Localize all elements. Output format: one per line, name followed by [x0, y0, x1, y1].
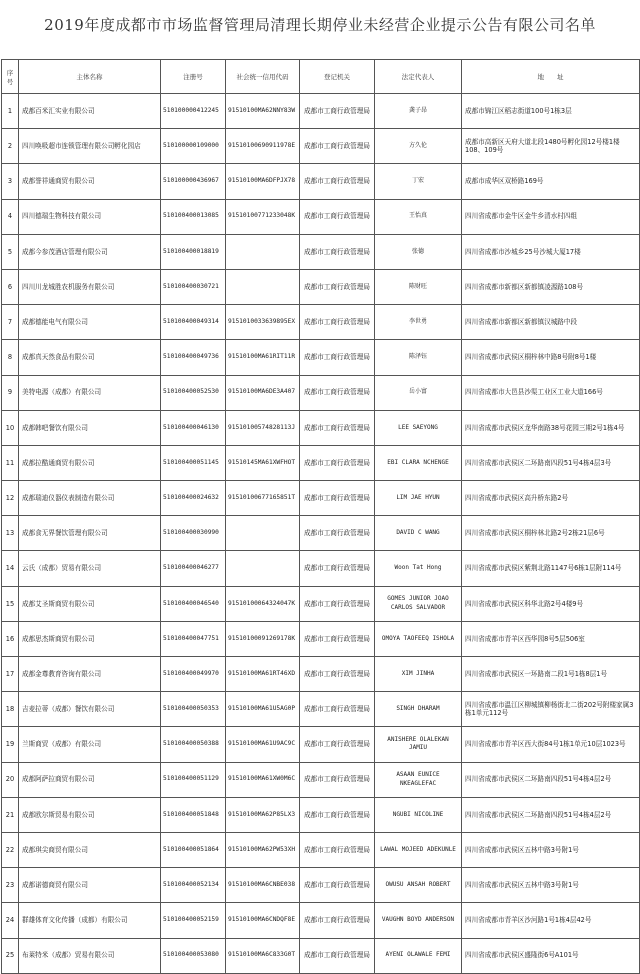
credit-code: 91510100MA61RT46XD — [226, 657, 300, 692]
table-row — [2, 657, 640, 692]
credit-code — [226, 551, 300, 586]
company-name: 布莱特米（成都）贸易有限公司 — [19, 938, 161, 973]
address: 四川省成都市武侯区龙华南路38号花园三期2号1栋4号 — [462, 410, 640, 445]
row-seq: 23 — [2, 868, 19, 903]
credit-code: 91510100064324047K — [226, 586, 300, 621]
credit-code: 9151010033639895EX — [226, 305, 300, 340]
legal-representative: 陈泽钰 — [375, 340, 462, 375]
company-name: 吉麦拉蒂（成都）餐饮有限公司 — [19, 692, 161, 727]
credit-code: 91510100MA62PW53XH — [226, 832, 300, 867]
registration-number: 510100400052134 — [161, 868, 226, 903]
credit-code: 91510100MA6DE3A407 — [226, 375, 300, 410]
credit-code: 91510100771233048K — [226, 199, 300, 234]
address: 四川省成都市武侯区五林中路3号附1号 — [462, 832, 640, 867]
legal-representative: GOMES JUNIOR JOAO CARLOS SALVADOR — [375, 586, 462, 621]
address: 四川省成都市武侯区一环路南二段1号1栋8层1号 — [462, 657, 640, 692]
table-row — [2, 234, 640, 269]
row-seq: 15 — [2, 586, 19, 621]
address: 四川省成都市新都区新都镇汉城路中段 — [462, 305, 640, 340]
credit-code: 91510100MA6CNDQF8E — [226, 903, 300, 938]
registration-authority: 成都市工商行政管理局 — [300, 199, 375, 234]
address: 成都市锦江区稻志街道100号1栋3层 — [462, 94, 640, 129]
registration-number: 510100400052530 — [161, 375, 226, 410]
table-row — [2, 551, 640, 586]
registration-authority: 成都市工商行政管理局 — [300, 903, 375, 938]
table-row — [2, 129, 640, 164]
table-body — [2, 94, 640, 974]
company-name: 四川唤吸超市连锁管理有限公司孵化园店 — [19, 129, 161, 164]
header-auth: 登记机关 — [300, 60, 375, 94]
row-seq: 22 — [2, 832, 19, 867]
address: 四川省成都市武侯区二环路南四段51号4栋4层3号 — [462, 445, 640, 480]
registration-authority: 成都市工商行政管理局 — [300, 164, 375, 199]
row-seq: 20 — [2, 762, 19, 797]
company-name: 成都誉祥通商贸有限公司 — [19, 164, 161, 199]
header-rep: 法定代表人 — [375, 60, 462, 94]
registration-number: 510100400049736 — [161, 340, 226, 375]
address: 四川省成都市大邑县沙渠工业区工业大道166号 — [462, 375, 640, 410]
credit-code: 91510100MA61U9AC9C — [226, 727, 300, 762]
table-row — [2, 762, 640, 797]
row-seq: 11 — [2, 445, 19, 480]
credit-code: 91510100MA6DFPJX78 — [226, 164, 300, 199]
company-name: 成都食无界餐饮管理有限公司 — [19, 516, 161, 551]
table-row — [2, 481, 640, 516]
credit-code: 91510100091269178K — [226, 621, 300, 656]
registration-number: 510100400051848 — [161, 797, 226, 832]
registration-number: 510100000436967 — [161, 164, 226, 199]
company-name: 美特电源（成都）有限公司 — [19, 375, 161, 410]
credit-code: 91510100MA61XW0M6C — [226, 762, 300, 797]
table-row — [2, 938, 640, 973]
registration-number: 510100400051864 — [161, 832, 226, 867]
registration-number: 510100400050353 — [161, 692, 226, 727]
registration-number: 510100400052159 — [161, 903, 226, 938]
registration-number: 510100400046130 — [161, 410, 226, 445]
header-credit: 社会统一信用代码 — [226, 60, 300, 94]
registration-number: 510100400053080 — [161, 938, 226, 973]
table-row — [2, 199, 640, 234]
table-row — [2, 586, 640, 621]
registration-number: 510100400013085 — [161, 199, 226, 234]
legal-representative: 李世勇 — [375, 305, 462, 340]
registration-authority: 成都市工商行政管理局 — [300, 727, 375, 762]
credit-code: 91510100574828113J — [226, 410, 300, 445]
row-seq: 7 — [2, 305, 19, 340]
header-name: 主体名称 — [19, 60, 161, 94]
table-row — [2, 832, 640, 867]
legal-representative: NGUBI NICOLINE — [375, 797, 462, 832]
company-name: 成都阿萨拉商贸有限公司 — [19, 762, 161, 797]
legal-representative: 岳小富 — [375, 375, 462, 410]
company-name: 云氏（成都）贸易有限公司 — [19, 551, 161, 586]
table-row — [2, 305, 640, 340]
credit-code: 91510145MA61XWFHOT — [226, 445, 300, 480]
row-seq: 6 — [2, 269, 19, 304]
row-seq: 5 — [2, 234, 19, 269]
row-seq: 8 — [2, 340, 19, 375]
legal-representative: OMOYA TAOFEEQ ISHOLA — [375, 621, 462, 656]
row-seq: 16 — [2, 621, 19, 656]
registration-authority: 成都市工商行政管理局 — [300, 129, 375, 164]
address: 四川省成都市武侯区桐梓林中路8号附8号1楼 — [462, 340, 640, 375]
registration-authority: 成都市工商行政管理局 — [300, 340, 375, 375]
credit-code: 91510100MA6CNBE038 — [226, 868, 300, 903]
registration-authority: 成都市工商行政管理局 — [300, 94, 375, 129]
table-row — [2, 410, 640, 445]
legal-representative: LIM JAE HYUN — [375, 481, 462, 516]
address: 四川省成都市武侯区桐梓林北路2号2栋21层6号 — [462, 516, 640, 551]
header-reg: 注册号 — [161, 60, 226, 94]
table-row — [2, 94, 640, 129]
registration-number: 510100400030721 — [161, 269, 226, 304]
credit-code — [226, 269, 300, 304]
address: 四川省成都市温江区柳城镇柳杨街北二街202号附楼家属3栋1单元112号 — [462, 692, 640, 727]
registration-authority: 成都市工商行政管理局 — [300, 692, 375, 727]
legal-representative: 陈财旺 — [375, 269, 462, 304]
company-name: 四川德瑞生物科技有限公司 — [19, 199, 161, 234]
row-seq: 24 — [2, 903, 19, 938]
registration-authority: 成都市工商行政管理局 — [300, 762, 375, 797]
row-seq: 19 — [2, 727, 19, 762]
table-row — [2, 621, 640, 656]
company-name: 兰斯商贸（成都）有限公司 — [19, 727, 161, 762]
document-title: 2019年度成都市市场监督管理局清理长期停业未经营企业提示公告有限公司名单 — [44, 16, 596, 34]
legal-representative: 方久伦 — [375, 129, 462, 164]
company-name: 成都拉酷通商贸有限公司 — [19, 445, 161, 480]
address: 四川省成都市青羊区西华园8号5层506室 — [462, 621, 640, 656]
table-row — [2, 797, 640, 832]
registration-number: 510100400051129 — [161, 762, 226, 797]
registration-number: 510100000412245 — [161, 94, 226, 129]
company-name: 成都瑞迪仪器仪表制造有限公司 — [19, 481, 161, 516]
registration-number: 510100400046277 — [161, 551, 226, 586]
legal-representative: 张德 — [375, 234, 462, 269]
row-seq: 18 — [2, 692, 19, 727]
table-row — [2, 269, 640, 304]
company-table — [1, 59, 640, 974]
table-row — [2, 375, 640, 410]
table-row — [2, 727, 640, 762]
registration-authority: 成都市工商行政管理局 — [300, 797, 375, 832]
address: 四川省成都市武侯区紫荆北路1147号6栋1层附114号 — [462, 551, 640, 586]
table-row — [2, 340, 640, 375]
row-seq: 12 — [2, 481, 19, 516]
registration-authority: 成都市工商行政管理局 — [300, 586, 375, 621]
legal-representative: 王怡真 — [375, 199, 462, 234]
legal-representative: LEE SAEYONG — [375, 410, 462, 445]
company-name: 成都德能电气有限公司 — [19, 305, 161, 340]
credit-code: 91510100MA62P85LX3 — [226, 797, 300, 832]
company-name: 成都诺德商贸有限公司 — [19, 868, 161, 903]
address: 成都市成华区双桥路169号 — [462, 164, 640, 199]
address: 四川省成都市武侯区二环路南四段51号4栋4层2号 — [462, 762, 640, 797]
legal-representative: ANISHERE OLALEKAN JAMIU — [375, 727, 462, 762]
legal-representative: DAVID C WANG — [375, 516, 462, 551]
registration-number: 510100400018819 — [161, 234, 226, 269]
legal-representative: LAWAL MOJEED ADEKUNLE — [375, 832, 462, 867]
registration-number: 510100400050388 — [161, 727, 226, 762]
registration-authority: 成都市工商行政管理局 — [300, 551, 375, 586]
table-row — [2, 868, 640, 903]
registration-authority: 成都市工商行政管理局 — [300, 305, 375, 340]
address: 四川省成都市金牛区金牛乡清水村四组 — [462, 199, 640, 234]
registration-number: 510100400046540 — [161, 586, 226, 621]
row-seq: 25 — [2, 938, 19, 973]
table-row — [2, 692, 640, 727]
legal-representative: VAUGHN BOYD ANDERSON — [375, 903, 462, 938]
registration-number: 510100400047751 — [161, 621, 226, 656]
registration-authority: 成都市工商行政管理局 — [300, 868, 375, 903]
row-seq: 4 — [2, 199, 19, 234]
company-name: 成都韩吧餐饮有限公司 — [19, 410, 161, 445]
address: 四川省成都市青羊区沙河路1号1栋4层42号 — [462, 903, 640, 938]
row-seq: 13 — [2, 516, 19, 551]
address: 四川省成都市沙城乡25号沙城大厦17楼 — [462, 234, 640, 269]
address: 成都市高新区天府大道北段1480号孵化园12号楼1楼108、109号 — [462, 129, 640, 164]
legal-representative: SINGH DHARAM — [375, 692, 462, 727]
address: 四川省成都市新都区新都镇凌源路108号 — [462, 269, 640, 304]
registration-authority: 成都市工商行政管理局 — [300, 269, 375, 304]
legal-representative: XIM JINHA — [375, 657, 462, 692]
registration-authority: 成都市工商行政管理局 — [300, 375, 375, 410]
registration-number: 510100400030990 — [161, 516, 226, 551]
header-seq: 序号 — [2, 60, 19, 94]
address: 四川省成都市武侯区五林中路3号附1号 — [462, 868, 640, 903]
company-name: 成都思杰斯商贸有限公司 — [19, 621, 161, 656]
row-seq: 3 — [2, 164, 19, 199]
legal-representative: 龚子昂 — [375, 94, 462, 129]
legal-representative: ASAAN EUNICE NKEAGLEFAC — [375, 762, 462, 797]
row-seq: 14 — [2, 551, 19, 586]
credit-code: 91510100MA62NNY83W — [226, 94, 300, 129]
registration-number: 510100000109000 — [161, 129, 226, 164]
company-name: 成都艾圣斯商贸有限公司 — [19, 586, 161, 621]
credit-code: 91510100MA61U5AG0P — [226, 692, 300, 727]
row-seq: 10 — [2, 410, 19, 445]
header-addr: 地 址 — [462, 60, 640, 94]
legal-representative: AYENI OLAWALE FEMI — [375, 938, 462, 973]
legal-representative: Woon Tat Hong — [375, 551, 462, 586]
credit-code — [226, 234, 300, 269]
company-name: 成都琪尖商贸有限公司 — [19, 832, 161, 867]
company-name: 四川川龙城胜农机服务有限公司 — [19, 269, 161, 304]
registration-authority: 成都市工商行政管理局 — [300, 481, 375, 516]
row-seq: 1 — [2, 94, 19, 129]
registration-authority: 成都市工商行政管理局 — [300, 516, 375, 551]
table-row — [2, 903, 640, 938]
address: 四川省成都市武侯区二环路南四段51号4栋4层2号 — [462, 797, 640, 832]
table-row — [2, 445, 640, 480]
credit-code: 91510100MA61RIT11R — [226, 340, 300, 375]
registration-authority: 成都市工商行政管理局 — [300, 621, 375, 656]
registration-authority: 成都市工商行政管理局 — [300, 410, 375, 445]
credit-code: 91510100MA6C833G0T — [226, 938, 300, 973]
row-seq: 17 — [2, 657, 19, 692]
registration-authority: 成都市工商行政管理局 — [300, 445, 375, 480]
table-row — [2, 164, 640, 199]
address: 四川省成都市武侯区科华北路2号4楼9号 — [462, 586, 640, 621]
legal-representative: EBI CLARA NCHENGE — [375, 445, 462, 480]
legal-representative: OWUSU ANSAH ROBERT — [375, 868, 462, 903]
row-seq: 21 — [2, 797, 19, 832]
company-name: 成都今参茂酒店管理有限公司 — [19, 234, 161, 269]
credit-code: 91510100677165851T — [226, 481, 300, 516]
registration-number: 510100400049314 — [161, 305, 226, 340]
address: 四川省成都市武侯区高升桥东路2号 — [462, 481, 640, 516]
row-seq: 2 — [2, 129, 19, 164]
registration-authority: 成都市工商行政管理局 — [300, 832, 375, 867]
table-row — [2, 516, 640, 551]
registration-number: 510100400024632 — [161, 481, 226, 516]
company-name: 成都百米汇实业有限公司 — [19, 94, 161, 129]
registration-authority: 成都市工商行政管理局 — [300, 657, 375, 692]
credit-code: 91510100690911978E — [226, 129, 300, 164]
row-seq: 9 — [2, 375, 19, 410]
address: 四川省成都市青羊区西大街84号1栋1单元10层1023号 — [462, 727, 640, 762]
company-name: 成都金尊教育咨询有限公司 — [19, 657, 161, 692]
registration-number: 510100400049970 — [161, 657, 226, 692]
company-name: 成都真天然食品有限公司 — [19, 340, 161, 375]
legal-representative: 丁宏 — [375, 164, 462, 199]
credit-code — [226, 516, 300, 551]
registration-authority: 成都市工商行政管理局 — [300, 938, 375, 973]
header-row — [2, 60, 640, 94]
registration-authority: 成都市工商行政管理局 — [300, 234, 375, 269]
address: 四川省成都市武侯区盛隆街6号A101号 — [462, 938, 640, 973]
registration-number: 510100400051145 — [161, 445, 226, 480]
company-name: 群雄体育文化传播（成都）有限公司 — [19, 903, 161, 938]
company-name: 成都欧尔斯贸易有限公司 — [19, 797, 161, 832]
